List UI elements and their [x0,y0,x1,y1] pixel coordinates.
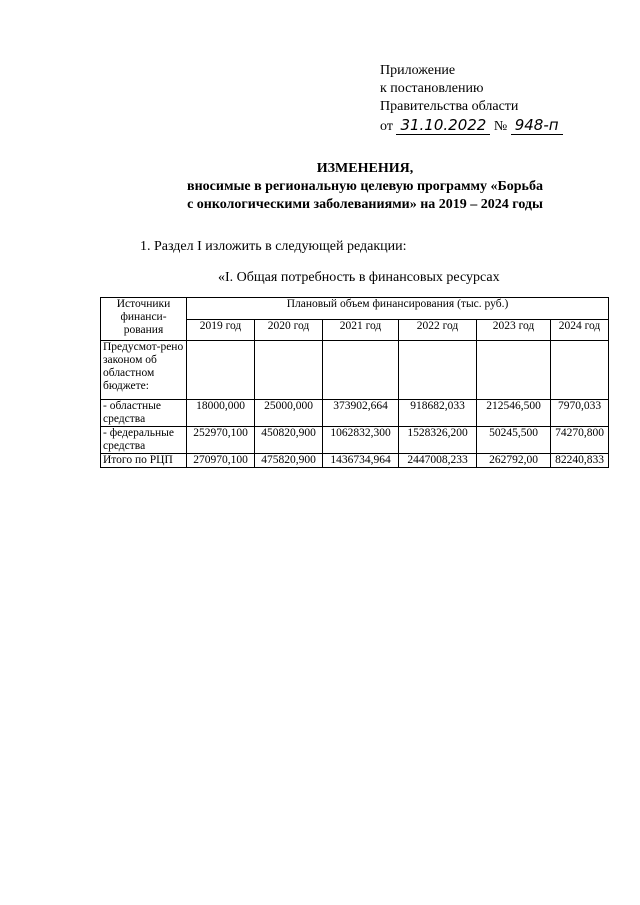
title-line-3: с онкологическими заболеваниями» на 2019 – 2024 годы [187,197,543,212]
table-cell: 270970,100 [187,454,255,468]
appendix-line-3: Правительства области [380,99,519,114]
row-label: - областные средства [101,400,187,427]
table-cell: 25000,000 [255,400,323,427]
table-cell [255,341,323,400]
table-row [101,341,609,400]
table-cell: 82240,833 [551,454,609,468]
table-cell: 74270,800 [551,427,609,454]
table-cell [187,341,255,400]
table-cell: 1528326,200 [399,427,477,454]
table-row-total [101,454,609,468]
header-year: 2019 год [187,319,255,341]
table-cell: 918682,033 [399,400,477,427]
document-title [100,160,630,214]
table-cell: 252970,100 [187,427,255,454]
header-year: 2021 год [323,319,399,341]
header-year: 2024 год [551,319,609,341]
table-cell: 212546,500 [477,400,551,427]
table-cell: 1436734,964 [323,454,399,468]
paragraph-1: 1. Раздел I изложить в следующей редакции: [140,239,407,254]
table-cell: 7970,033 [551,400,609,427]
header-source: Источники финанси-рования [101,298,187,341]
appendix-date-line [380,116,620,136]
table-cell: 2447008,233 [399,454,477,468]
table-cell [477,341,551,400]
header-year: 2023 год [477,319,551,341]
title-line-2: вносимые в региональную целевую программу «Борьба [187,179,543,194]
table-cell: 475820,900 [255,454,323,468]
table-cell: 1062832,300 [323,427,399,454]
table-header-row-1 [101,298,609,320]
table-cell: 262792,00 [477,454,551,468]
table-cell [323,341,399,400]
table-row [101,400,609,427]
table-cell: 50245,500 [477,427,551,454]
table-cell: 450820,900 [255,427,323,454]
handwritten-date: 31.10.2022 [396,116,490,135]
header-year: 2022 год [399,319,477,341]
row-label: Предусмот-рено законом об областном бюджете: [101,341,187,400]
section-heading: «I. Общая потребность в финансовых ресурсах [218,270,500,285]
row-label: Итого по РЦП [101,454,187,468]
date-prefix: от [380,119,393,134]
appendix-line-2: к постановлению [380,81,484,96]
table-row [101,427,609,454]
header-year: 2020 год [255,319,323,341]
appendix-block [380,62,620,136]
table-cell: 18000,000 [187,400,255,427]
number-prefix: № [493,119,508,134]
title-line-1: ИЗМЕНЕНИЯ, [316,161,414,176]
financing-table [100,297,609,468]
handwritten-number: 948-п [511,116,563,135]
appendix-line-1: Приложение [380,63,456,78]
row-label: - федеральные средства [101,427,187,454]
table-cell [551,341,609,400]
table-cell: 373902,664 [323,400,399,427]
table-cell [399,341,477,400]
header-group: Плановый объем финансирования (тыс. руб.) [187,298,609,320]
